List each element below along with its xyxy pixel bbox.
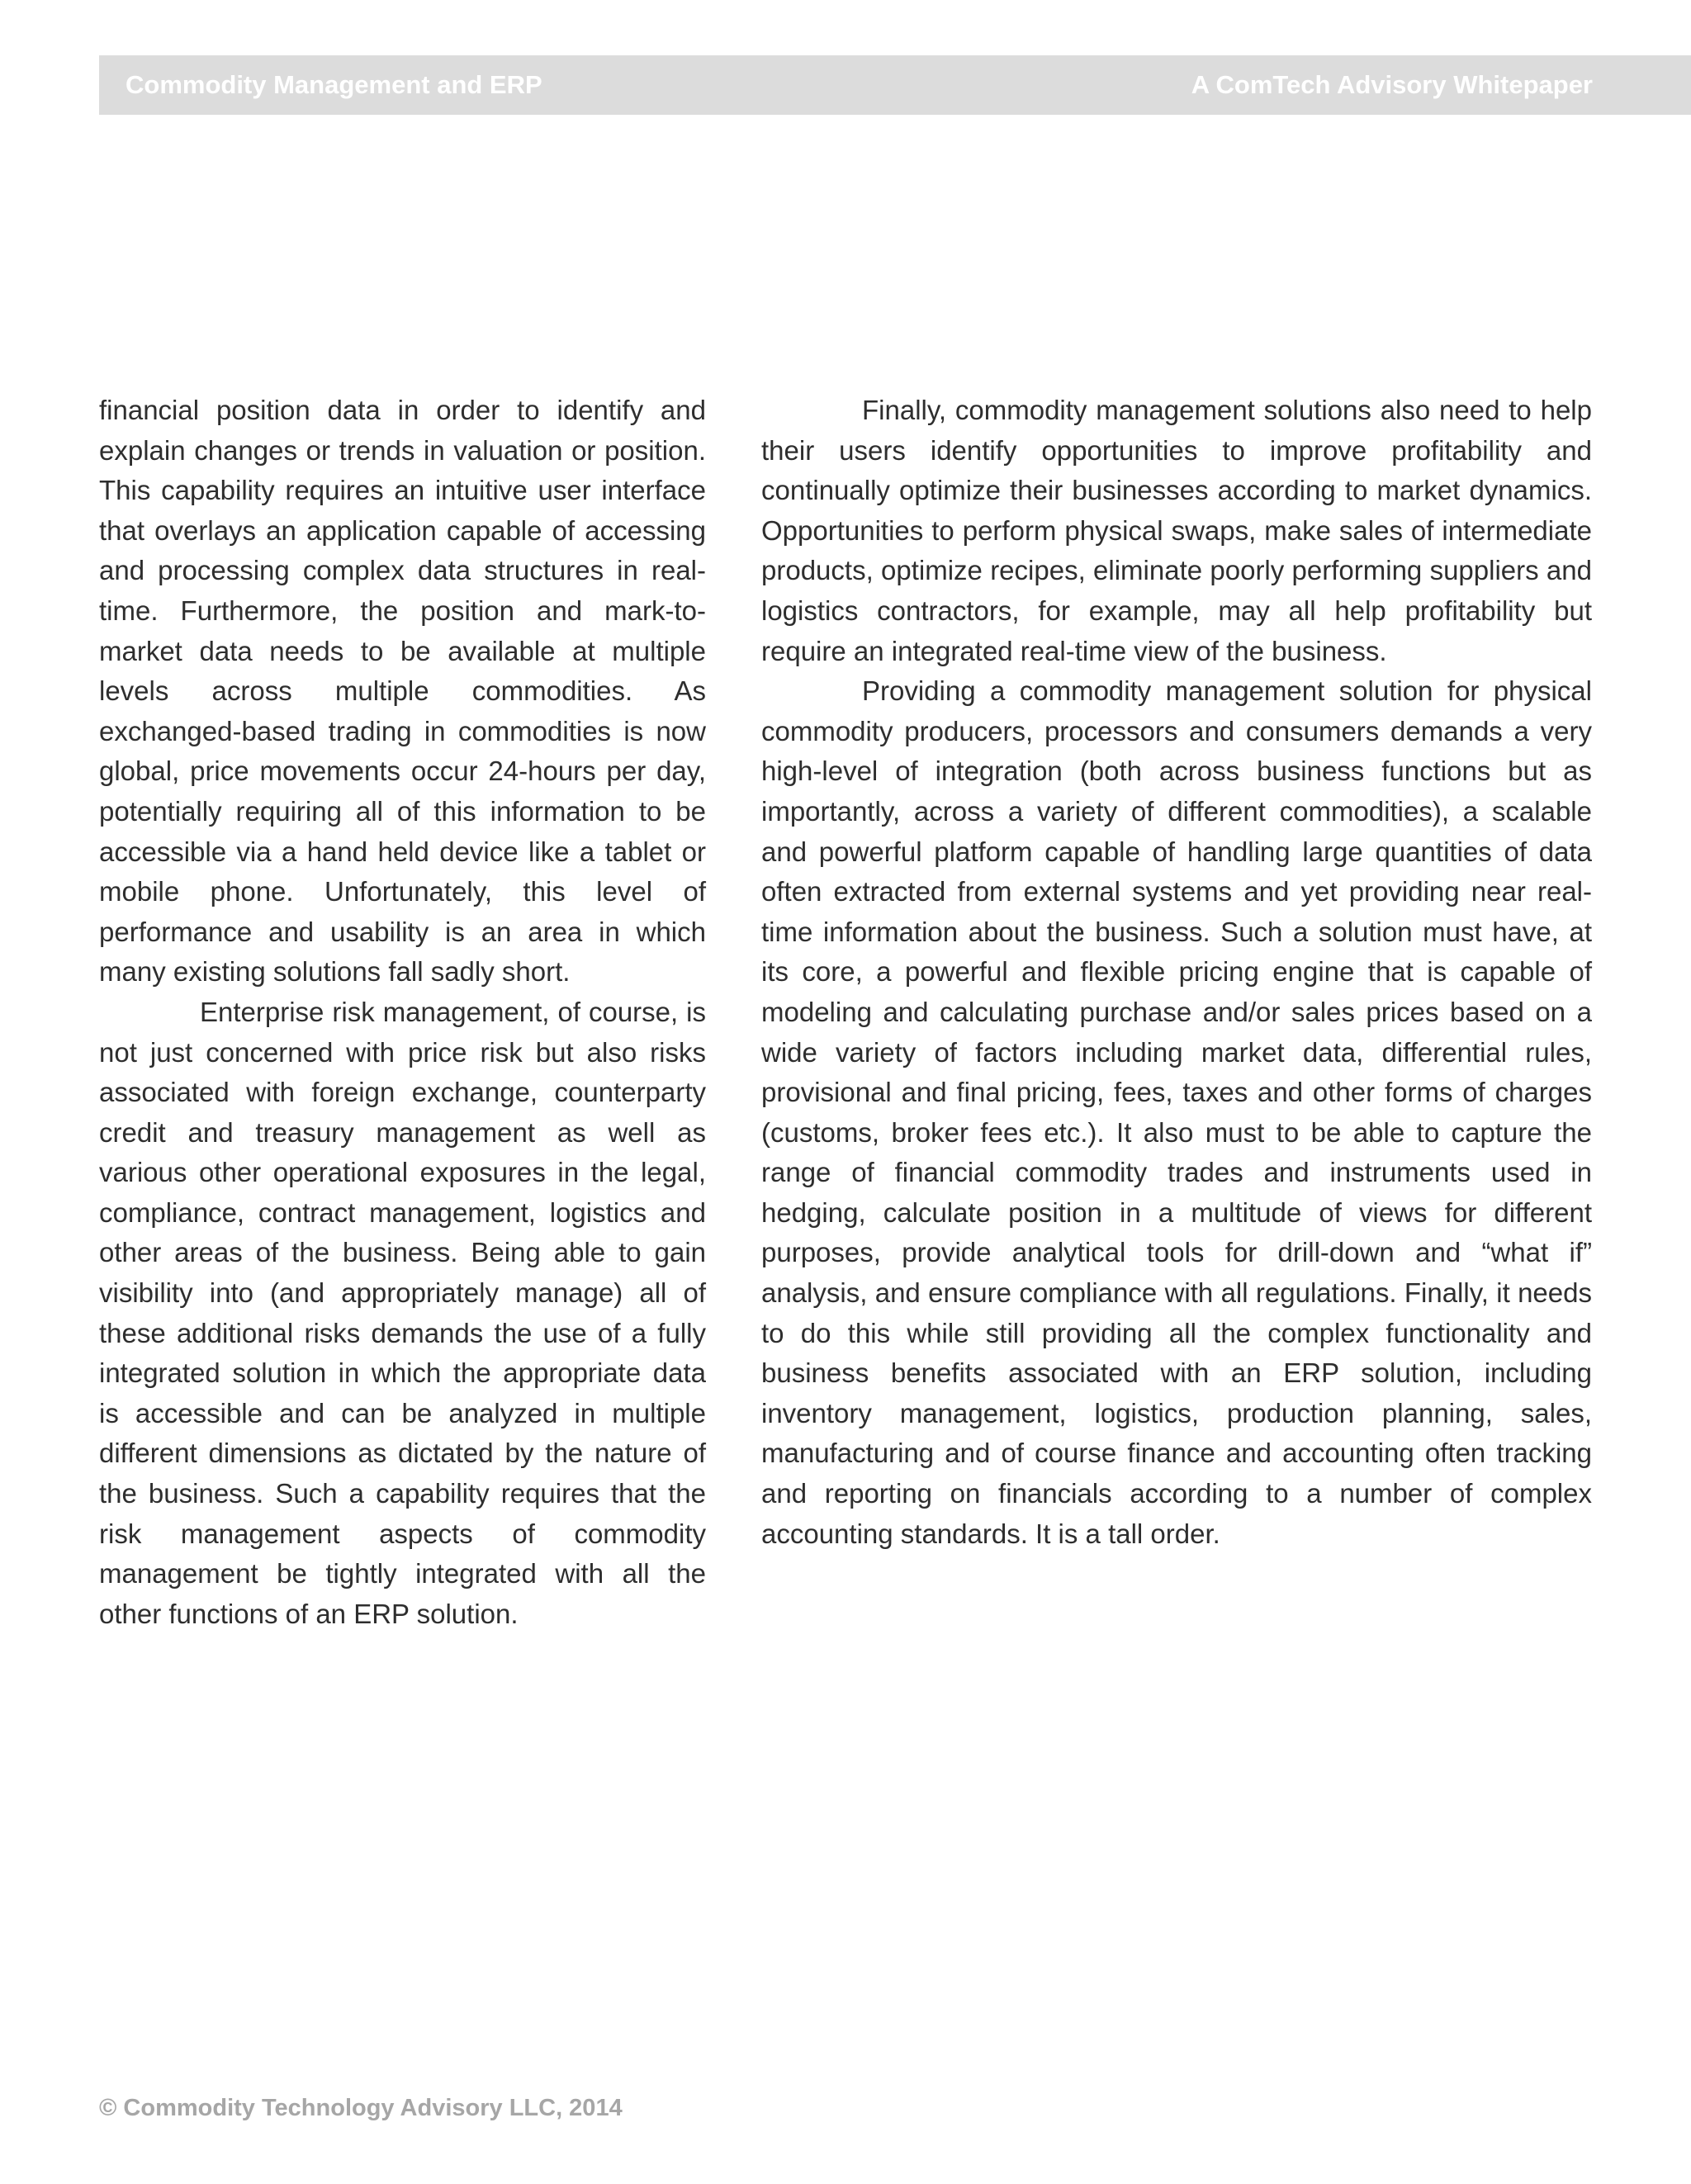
left-text-column bbox=[99, 391, 706, 1634]
paragraph: financial position data in order to identify and explain changes or trends in valuation or position. This capability requires an intuitive user interface that overlays an application capable of accessing and processing complex data structures in real-time. Furthermore, the position and mark-to-market data needs to be available at multiple levels across multiple commodities. As exchanged-based trading in commodities is now global, price movements occur 24-hours per day, potentially requiring all of this information to be accessible via a hand held device like a tablet or mobile phone. Unfortunately, this level of performance and usability is an area in which many existing solutions fall sadly short. bbox=[99, 395, 706, 988]
document-title: Commodity Management and ERP bbox=[126, 70, 542, 99]
header-bar bbox=[99, 55, 1691, 115]
copyright-footer: © Commodity Technology Advisory LLC, 2014 bbox=[99, 2095, 623, 2121]
paragraph: Finally, commodity management solutions also need to help their users identify opportunities to improve profitability and continually optimize their businesses according to market dynamics. Opportunities to perform physical swaps, make sales of intermediate products, optimize recipes, eliminate poorly performing suppliers and logistics contractors, for example, may all help profitability but require an integrated real-time view of the business. bbox=[761, 395, 1592, 666]
paragraph: Providing a commodity management solution for physical commodity producers, processors and consumers demands a very high-level of integration (both across business functions but as importantly, across a variety of different commodities), a scalable and powerful platform capable of handling large quantities of data often extracted from external systems and yet providing near real-time information about the business. Such a solution must have, at its core, a powerful and flexible pricing engine that is capable of modeling and calculating purchase and/or sales prices based on a wide variety of factors including market data, differential rules, provisional and final pricing, fees, taxes and other forms of charges (customs, broker fees etc.). It also must to be able to capture the range of financial commodity trades and instruments used in hedging, calculate position in a multitude of views for different purposes, provide analytical tools for drill-down and “what if” analysis, and ensure compliance with all regulations. Finally, it needs to do this while still providing all the complex functionality and business benefits associated with an ERP solution, including inventory management, logistics, production planning, sales, manufacturing and of course finance and accounting often tracking and reporting on financials according to a number of complex accounting standards. It is a tall order. bbox=[761, 675, 1592, 1549]
paragraph: Enterprise risk management, of course, is not just concerned with price risk but also risks associated with foreign exchange, counterparty credit and treasury management as well as various other operational exposures in the legal, compliance, contract management, logistics and other areas of the business. Being able to gain visibility into (and appropriately manage) all of these additional risks demands the use of a fully integrated solution in which the appropriate data is accessible and can be analyzed in multiple different dimensions as dictated by the nature of the business. Such a capability requires that the risk management aspects of commodity management be tightly integrated with all the other functions of an ERP solution. bbox=[99, 996, 706, 1629]
publication-label: A ComTech Advisory Whitepaper bbox=[1191, 70, 1593, 99]
right-text-column bbox=[761, 391, 1592, 1554]
